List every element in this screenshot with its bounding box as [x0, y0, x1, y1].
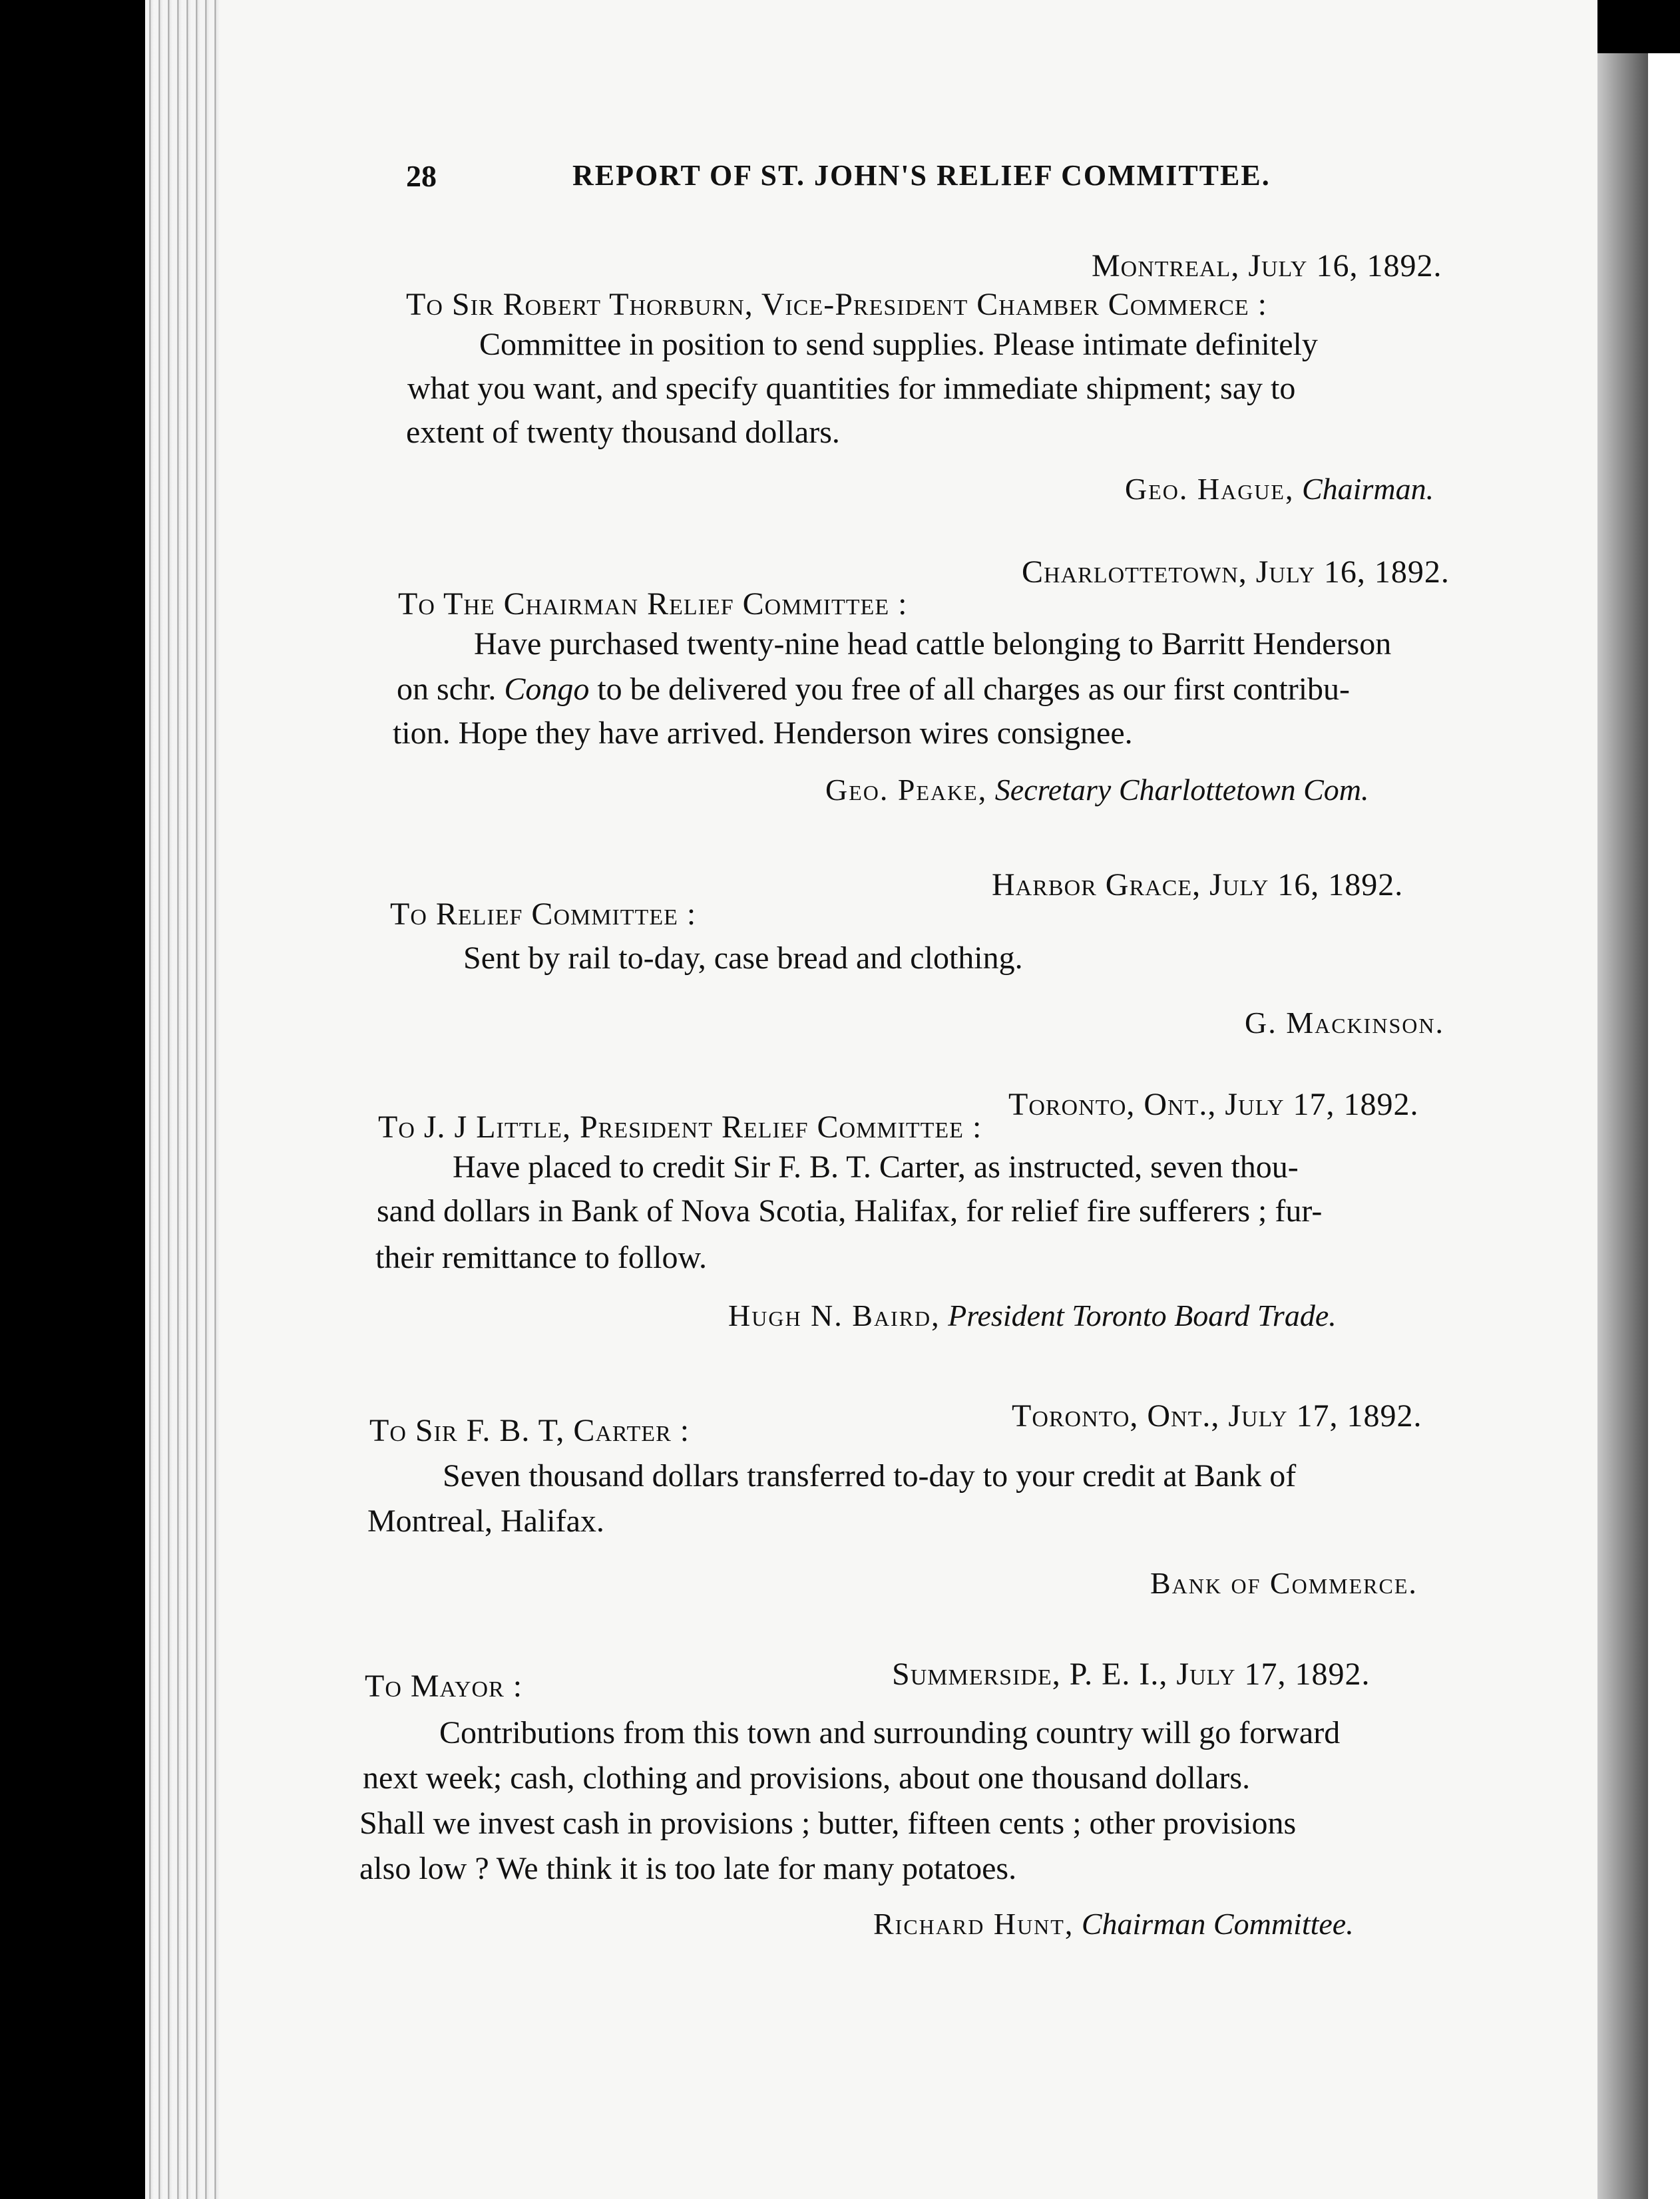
running-head: REPORT OF ST. JOHN'S RELIEF COMMITTEE. [572, 159, 1271, 192]
body-line: Montreal, Halifax. [367, 1503, 604, 1539]
signature-name: Bank of Commerce. [1150, 1566, 1418, 1600]
signature-title: President Toronto Board Trade. [948, 1299, 1337, 1332]
vessel-name: Congo [504, 672, 590, 707]
body-line: Have placed to credit Sir F. B. T. Carter, as instructed, seven thou- [453, 1149, 1299, 1185]
signature [1125, 471, 1434, 506]
body-line: Seven thousand dollars transferred to-day to your credit at Bank of [443, 1458, 1297, 1494]
dateline: Harbor Grace, July 16, 1892. [992, 867, 1404, 902]
addressee: To J. J Little, President Relief Committee : [378, 1109, 982, 1145]
dateline: Charlottetown, July 16, 1892. [1022, 554, 1450, 590]
addressee: To The Chairman Relief Committee : [398, 586, 908, 622]
book-page-edges [145, 0, 225, 2199]
body-line: what you want, and specify quantities for immediate shipment; say to [407, 371, 1296, 406]
page-number: 28 [406, 159, 437, 193]
signature-name: Geo. Hague, [1125, 472, 1295, 506]
body-line: next week; cash, clothing and provisions, about one thousand dollars. [363, 1760, 1251, 1796]
page-margin [1648, 53, 1680, 2199]
addressee: To Mayor : [365, 1669, 523, 1704]
signature [728, 1298, 1337, 1333]
signature-title: Secretary Charlottetown Com. [994, 773, 1369, 807]
addressee: To Sir F. B. T, Carter : [369, 1413, 690, 1448]
addressee: To Sir Robert Thorburn, Vice-President Chamber Commerce : [406, 287, 1267, 322]
body-line: sand dollars in Bank of Nova Scotia, Halifax, for relief fire sufferers ; fur- [377, 1193, 1323, 1229]
body-line: Contributions from this town and surrounding country will go forward [439, 1715, 1341, 1750]
dateline: Montreal, July 16, 1892. [1092, 248, 1442, 284]
body-line: Shall we invest cash in provisions ; butter, fifteen cents ; other provisions [359, 1806, 1297, 1841]
signature-name: G. Mackinson. [1245, 1006, 1444, 1040]
signature [1150, 1565, 1418, 1601]
body-line: Sent by rail to-day, case bread and clothing. [463, 940, 1023, 976]
addressee: To Relief Committee : [390, 897, 697, 932]
dateline: Toronto, Ont., July 17, 1892. [1012, 1398, 1422, 1434]
body-line: tion. Hope they have arrived. Henderson wires consignee. [393, 715, 1133, 751]
signature-name: Geo. Peake, [825, 773, 988, 807]
body-line: also low ? We think it is too late for many potatoes. [359, 1851, 1017, 1886]
signature [873, 1906, 1354, 1941]
body-line: Have purchased twenty-nine head cattle belonging to Barritt Henderson [474, 626, 1392, 662]
page-gutter-shadow [1597, 53, 1648, 2199]
page-header [406, 158, 1577, 212]
body-line: extent of twenty thousand dollars. [406, 415, 840, 450]
body-line: on schr. Congo to be delivered you free of all charges as our first contribu- [397, 672, 1351, 707]
signature-name: Richard Hunt, [873, 1907, 1074, 1941]
body-line: Committee in position to send supplies. Please intimate definitely [479, 327, 1318, 362]
signature-title: Chairman. [1301, 472, 1434, 506]
signature [825, 772, 1369, 807]
signature-name: Hugh N. Baird, [728, 1299, 941, 1332]
dateline: Toronto, Ont., July 17, 1892. [1008, 1087, 1419, 1122]
signature-title: Chairman Committee. [1081, 1907, 1354, 1941]
dateline: Summerside, P. E. I., July 17, 1892. [892, 1657, 1370, 1692]
body-line: their remittance to follow. [375, 1240, 708, 1275]
signature [1245, 1005, 1444, 1040]
